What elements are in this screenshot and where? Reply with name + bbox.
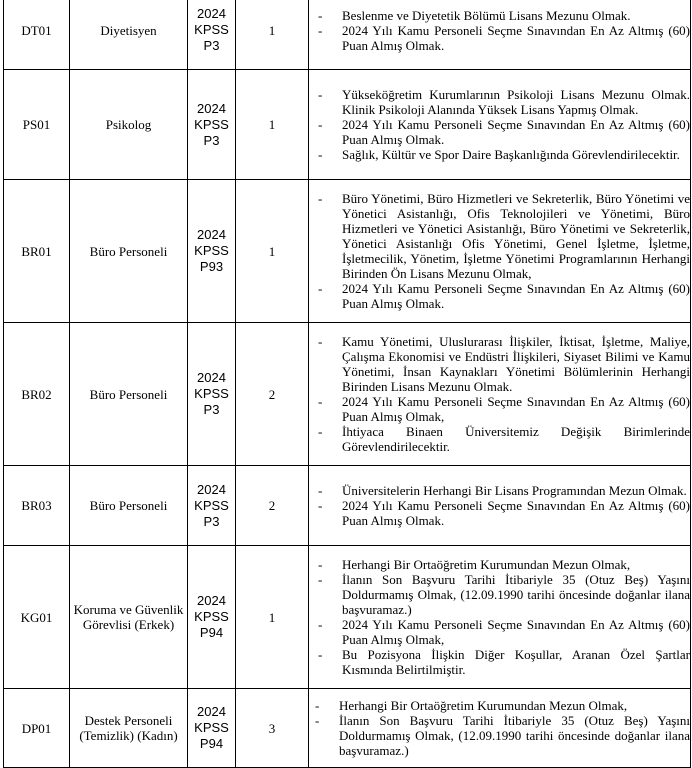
requirement-text: İlanın Son Başvuru Tarihi İtibariyle 35 (Otuz Beş) Yaşını Doldurmamış Olmak, (12.09.1990 tarihi öncesinde doğanlar ilana başvuramaz.) — [342, 572, 690, 617]
table-row — [4, 70, 691, 180]
exam-line: 2024 — [197, 370, 226, 385]
requirement-item — [318, 334, 690, 394]
requirement-item — [318, 191, 690, 281]
dash-bullet-icon: - — [318, 22, 323, 38]
position-title: Büro Personeli — [70, 466, 188, 546]
position-code: KG01 — [4, 546, 70, 689]
position-title: Büro Personeli — [70, 180, 188, 323]
dash-bullet-icon: - — [318, 424, 323, 439]
position-title: Diyetisyen — [70, 0, 188, 70]
exam-line: P3 — [203, 402, 220, 417]
exam-line: P94 — [199, 736, 224, 751]
requirements-cell — [309, 0, 691, 70]
exam-line: KPSS — [194, 22, 229, 37]
requirement-item — [318, 557, 690, 572]
requirement-text: 2024 Yılı Kamu Personeli Seçme Sınavından En Az Altmış (60) Puan Almış Olmak. — [342, 22, 690, 53]
position-code: BR02 — [4, 323, 70, 466]
requirements-list — [309, 557, 690, 677]
dash-bullet-icon: - — [318, 498, 323, 513]
position-title: Psikolog — [70, 70, 188, 180]
dash-bullet-icon: - — [318, 87, 323, 102]
table-row — [4, 0, 691, 70]
exam-line: 2024 — [197, 593, 226, 608]
exam-line: 2024 — [197, 100, 226, 116]
position-code: PS01 — [4, 70, 70, 180]
dash-bullet-icon: - — [318, 572, 323, 587]
requirement-text: 2024 Yılı Kamu Personeli Seçme Sınavından En Az Altmış (60) Puan Almış Olmak, — [342, 394, 690, 424]
exam-line: P94 — [199, 625, 224, 640]
exam-score-type — [188, 546, 236, 689]
requirement-item — [318, 7, 690, 23]
requirements-cell — [309, 546, 691, 689]
position-title: Koruma ve Güvenlik Görevlisi (Erkek) — [70, 546, 188, 689]
dash-bullet-icon: - — [318, 617, 323, 632]
exam-score-type — [188, 323, 236, 466]
position-count: 1 — [236, 0, 309, 70]
requirement-text: Herhangi Bir Ortaöğretim Kurumundan Mezun Olmak, — [339, 698, 628, 713]
dash-bullet-icon: - — [318, 394, 323, 409]
exam-score-type — [188, 180, 236, 323]
dash-bullet-icon: - — [318, 483, 323, 498]
requirement-text: 2024 Yılı Kamu Personeli Seçme Sınavından En Az Altmış (60) Puan Almış Olmak. — [342, 281, 690, 311]
table-row — [4, 180, 691, 323]
requirement-item — [318, 483, 690, 498]
requirement-text: Sağlık, Kültür ve Spor Daire Başkanlığında Görevlendirilecektir. — [342, 147, 680, 162]
requirement-text: 2024 Yılı Kamu Personeli Seçme Sınavından En Az Altmış (60) Puan Almış Olmak, — [342, 617, 690, 647]
exam-line: KPSS — [194, 243, 229, 258]
dash-bullet-icon: - — [318, 147, 323, 162]
requirement-item — [318, 394, 690, 424]
exam-score-type — [188, 0, 236, 70]
requirement-text: İlanın Son Başvuru Tarihi İtibariyle 35 (Otuz Beş) Yaşını Doldurmamış Olmak, (12.09.1990 tarihi öncesinde doğanlar ilana başvuramaz.) — [339, 713, 690, 758]
requirement-item — [318, 424, 690, 454]
requirement-item — [318, 647, 690, 677]
requirement-text: İhtiyaca Binaen Üniversitemiz Değişik Birimlerinde Görevlendirilecektir. — [342, 424, 690, 454]
requirements-cell — [309, 466, 691, 546]
position-code: DT01 — [4, 0, 70, 70]
exam-line: P3 — [203, 132, 220, 148]
requirement-item — [318, 572, 690, 617]
dash-bullet-icon: - — [318, 191, 323, 206]
position-title: Destek Personeli (Temizlik) (Kadın) — [70, 689, 188, 768]
exam-score-type — [188, 466, 236, 546]
requirement-text: Bu Pozisyona İlişkin Diğer Koşullar, Aranan Özel Şartlar Kısmında Belirtilmiştir. — [342, 647, 690, 677]
requirements-list — [309, 698, 690, 758]
dash-bullet-icon: - — [318, 557, 323, 572]
requirement-text: Yükseköğretim Kurumlarının Psikoloji Lisans Mezunu Olmak. Klinik Psikoloji Alanında Yüksek Lisans Yapmış Olmak. — [342, 87, 690, 117]
exam-line: KPSS — [194, 116, 229, 132]
position-count: 2 — [236, 466, 309, 546]
requirement-text: 2024 Yılı Kamu Personeli Seçme Sınavından En Az Altmış (60) Puan Almış Olmak. — [342, 117, 690, 147]
requirement-item — [315, 713, 690, 758]
dash-bullet-icon: - — [318, 281, 323, 296]
requirements-list — [309, 483, 690, 528]
requirement-text: Üniversitelerin Herhangi Bir Lisans Programından Mezun Olmak. — [342, 483, 687, 498]
positions-table — [3, 0, 691, 768]
position-count: 1 — [236, 70, 309, 180]
requirement-item — [318, 281, 690, 311]
requirements-cell — [309, 323, 691, 466]
dash-bullet-icon: - — [318, 334, 323, 349]
requirements-list — [309, 191, 690, 311]
exam-line: 2024 — [197, 704, 226, 719]
dash-bullet-icon: - — [315, 698, 320, 713]
position-count: 2 — [236, 323, 309, 466]
exam-line: 2024 — [197, 481, 226, 497]
exam-line: P93 — [199, 259, 224, 274]
position-code: BR01 — [4, 180, 70, 323]
exam-score-type — [188, 70, 236, 180]
requirement-text: Herhangi Bir Ortaöğretim Kurumundan Mezun Olmak, — [342, 557, 631, 572]
position-title: Büro Personeli — [70, 323, 188, 466]
table-row — [4, 323, 691, 466]
dash-bullet-icon: - — [318, 7, 323, 23]
requirement-text: Büro Yönetimi, Büro Hizmetleri ve Sekreterlik, Büro Yönetimi ve Yönetici Asistanlığı, Ofis Teknolojileri ve Yönetimi, Büro Hizmetleri ve Yönetici Asistanlığı, Büro Yönetimi ve Sekreterlik, Yönetici Asistanlığı Ofis Yönetimi, Genel İşletme, İşletme, İşletmecilik, Yönetim, İşletme Yönetimi Programlarının Herhangi Birinden Ön Lisans Mezunu Olmak, — [342, 191, 690, 281]
position-count: 1 — [236, 180, 309, 323]
positions-table-body — [4, 0, 691, 768]
requirement-item — [318, 117, 690, 147]
position-code: DP01 — [4, 689, 70, 768]
requirement-text: 2024 Yılı Kamu Personeli Seçme Sınavından En Az Altmış (60) Puan Almış Olmak. — [342, 498, 690, 528]
requirement-item — [315, 698, 690, 713]
requirements-cell — [309, 180, 691, 323]
exam-line: KPSS — [194, 720, 229, 735]
dash-bullet-icon: - — [318, 647, 323, 662]
table-row — [4, 466, 691, 546]
requirement-text: Kamu Yönetimi, Uluslurarası İlişkiler, İktisat, İşletme, Maliye, Çalışma Ekonomisi ve Endüstri İlişkileri, Siyaset Bilimi ve Kamu Yönetimi, İnsan Kaynakları Yönetimi Bölümlerinin Herhangi Birinden Lisans Mezunu Olmak. — [342, 334, 690, 394]
exam-line: P3 — [203, 38, 220, 53]
requirements-list — [309, 87, 690, 162]
position-count: 1 — [236, 546, 309, 689]
exam-line: KPSS — [194, 609, 229, 624]
requirement-item — [318, 22, 690, 53]
exam-line: KPSS — [194, 497, 229, 513]
requirement-item — [318, 147, 690, 162]
position-code: BR03 — [4, 466, 70, 546]
requirement-item — [318, 498, 690, 528]
exam-line: 2024 — [197, 227, 226, 242]
exam-line: KPSS — [194, 386, 229, 401]
exam-line: P3 — [203, 513, 220, 529]
table-row — [4, 546, 691, 689]
requirements-cell — [309, 70, 691, 180]
requirement-text: Beslenme ve Diyetetik Bölümü Lisans Mezunu Olmak. — [342, 7, 631, 23]
requirements-list — [309, 8, 690, 53]
dash-bullet-icon: - — [318, 117, 323, 132]
exam-line: 2024 — [197, 6, 226, 21]
position-count: 3 — [236, 689, 309, 768]
requirement-item — [318, 617, 690, 647]
dash-bullet-icon: - — [315, 713, 320, 728]
requirements-list — [309, 334, 690, 454]
requirement-item — [318, 87, 690, 117]
